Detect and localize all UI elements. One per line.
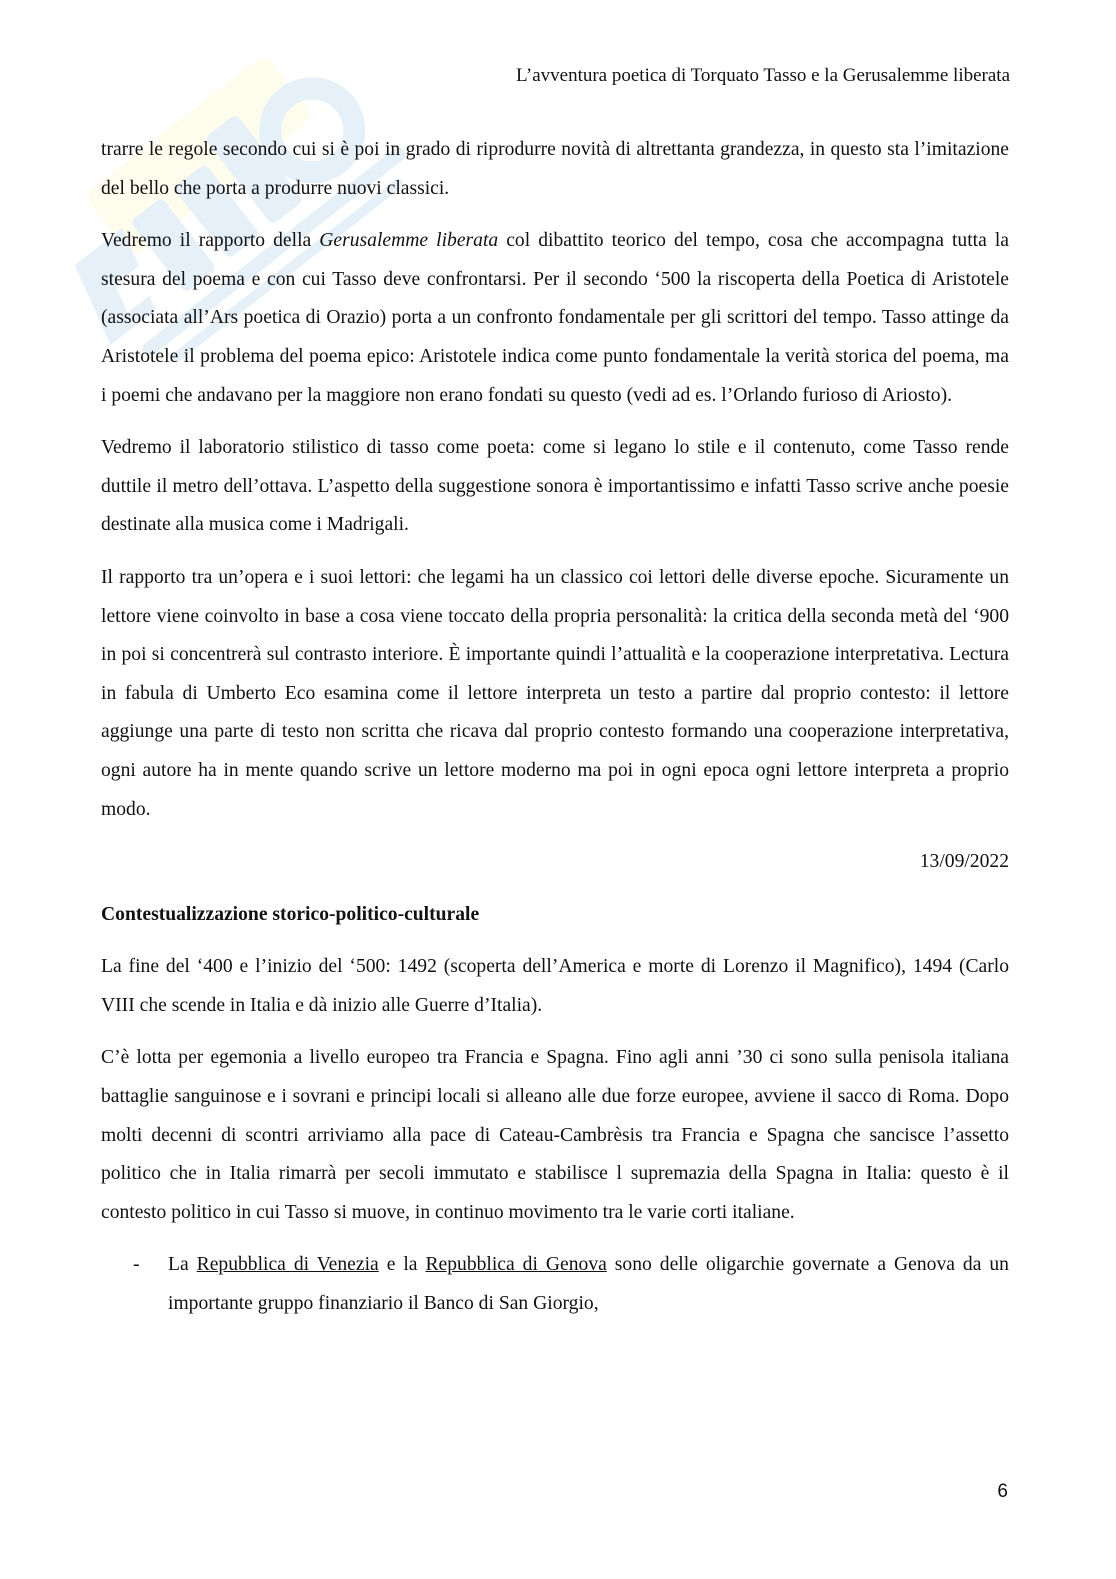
lecture-date: 13/09/2022 [919, 851, 1009, 873]
paragraph [101, 222, 1009, 415]
paragraph-text: Vedremo il rapporto della [101, 230, 320, 252]
running-header: L’avventura poetica di Torquato Tasso e la Gerusalemme liberata [516, 65, 1010, 86]
list-dash: - [133, 1254, 140, 1276]
underlined-term: Repubblica di Genova [425, 1254, 607, 1276]
italic-title: Gerusalemme liberata [319, 230, 499, 252]
underlined-term: Repubblica di Venezia [196, 1254, 379, 1276]
list-item [101, 1246, 1009, 1323]
paragraph-text: col dibattito teorico del tempo, cosa che accompagna tutta la stesura del poema e con cui Tasso deve confrontarsi. Per il secondo ‘500 la riscoperta della Poetica di Aristotele (associata all’Ars poetica di Orazio) porta a un confronto fondamentale per gli scrittori del tempo. Tasso attinge da Aristotele il problema del poema epico: Aristotele indica come punto fondamentale la verità storica del poema, ma i poemi che andavano per la maggiore non erano fondati su questo (vedi ad es. l’Orlando furioso di Ariosto). [101, 230, 1009, 406]
document-body [101, 131, 1009, 1324]
paragraph: Vedremo il laboratorio stilistico di tasso come poeta: come si legano lo stile e il contenuto, come Tasso rende duttile il metro dell’ottava. L’aspetto della suggestione sonora è importantissimo e infatti Tasso scrive anche poesie destinate alla musica come i Madrigali. [101, 437, 1009, 536]
list-item-text: sono delle oligarchie governate a Genova da un importante gruppo finanziario il Banco di San Giorgio, [168, 1254, 1009, 1315]
list-item-text: La [168, 1254, 197, 1276]
paragraph: trarre le regole secondo cui si è poi in grado di riprodurre novità di altrettanta grandezza, in questo sta l’imitazione del bello che porta a produrre nuovi classici. [101, 139, 1009, 199]
page-number: 6 [997, 1481, 1008, 1502]
list-item-text: e la [378, 1254, 426, 1276]
paragraph: C’è lotta per egemonia a livello europeo tra Francia e Spagna. Fino agli anni ’30 ci sono sulla penisola italiana battaglie sanguinose e i sovrani e principi locali si alleano alle due forze europee, avviene il sacco di Roma. Dopo molti decenni di scontri arriviamo alla pace di Cateau-Cambrèsis tra Francia e Spagna che sancisce l’assetto politico che in Italia rimarrà per secoli immutato e stabilisce l supremazia della Spagna in Italia: questo è il contesto politico in cui Tasso si muove, in continuo movimento tra le varie corti italiane. [101, 1047, 1009, 1223]
paragraph: La fine del ‘400 e l’inizio del ‘500: 1492 (scoperta dell’America e morte di Lorenzo il Magnifico), 1494 (Carlo VIII che scende in Italia e dà inizio alle Guerre d’Italia). [101, 956, 1009, 1016]
section-heading: Contestualizzazione storico-politico-culturale [101, 903, 480, 925]
paragraph: Il rapporto tra un’opera e i suoi lettori: che legami ha un classico coi lettori delle diverse epoche. Sicuramente un lettore viene coinvolto in base a cosa viene toccato della propria personalità: la critica della seconda metà del ‘900 in poi si concentrerà sul contrasto interiore. È importante quindi l’attualità e la cooperazione interpretativa. Lectura in fabula di Umberto Eco esamina come il lettore interpreta un testo a partire dal proprio contesto: il lettore aggiunge una parte di testo non scritta che ricava dal proprio contesto formando una cooperazione interpretativa, ogni autore ha in mente quando scrive un lettore moderno ma poi in ogni epoca ogni lettore interpreta a proprio modo. [101, 566, 1009, 820]
bullet-list [101, 1246, 1009, 1323]
